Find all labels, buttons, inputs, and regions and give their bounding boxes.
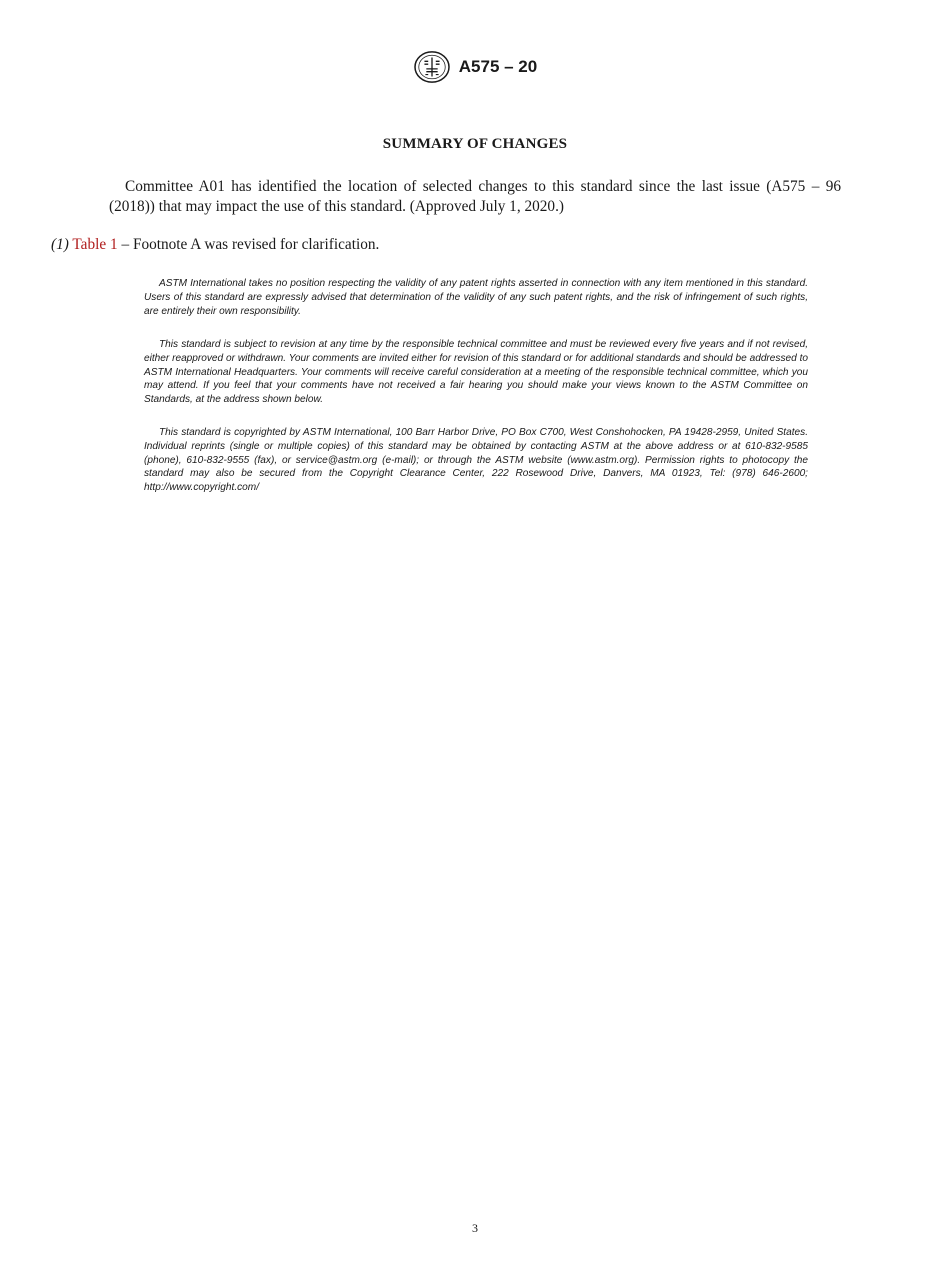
table-1-link[interactable]: Table 1: [72, 236, 118, 253]
change-item-text: – Footnote A was revised for clarification.: [117, 236, 380, 253]
page-number: 3: [472, 1221, 478, 1235]
change-item-number: (1): [51, 236, 69, 253]
copyright-notice: This standard is copyrighted by ASTM International, 100 Barr Harbor Drive, PO Box C700, West Conshohocken, PA 19428-2959, United States. Individual reprints (single or multiple copies) of this standard may be obtained by contacting ASTM at the above address or at 610-832-9585 (phone), 610-832-9555 (fax), or service@astm.org (e-mail); or through the ASTM website (www.astm.org). Permission rights to photocopy the standard may also be secured from the Copyright Clearance Center, 222 Rosewood Drive, Danvers, MA 01923, Tel: (978) 646-2600; http://www.copyright.com/: [144, 427, 808, 494]
astm-logo-icon: [413, 50, 451, 84]
standard-designation: A575 – 20: [458, 57, 538, 76]
patent-rights-notice: ASTM International takes no position respecting the validity of any patent rights asserted in connection with any item mentioned in this standard. Users of this standard are expressly advised that determination of the validity of any such patent rights, and the risk of infringement of such rights, are entirely their own responsibility.: [144, 278, 808, 317]
summary-intro-paragraph: Committee A01 has identified the location of selected changes to this standard since the last issue (A575 – 96 (2018)) that may impact the use of this standard. (Approved July 1, 2020.): [109, 178, 841, 215]
revision-notice: This standard is subject to revision at any time by the responsible technical committee and must be reviewed every five years and if not revised, either reapproved or withdrawn. Your comments are invited either for revision of this standard or for additional standards and should be addressed to ASTM International Headquarters. Your comments will receive careful consideration at a meeting of the responsible technical committee, which you may attend. If you feel that your comments have not received a fair hearing you should make your views known to the ASTM Committee on Standards, at the address shown below.: [144, 339, 808, 406]
document-header: [0, 50, 950, 84]
change-list-item: [51, 235, 841, 255]
summary-of-changes-heading: SUMMARY OF CHANGES: [382, 136, 568, 152]
